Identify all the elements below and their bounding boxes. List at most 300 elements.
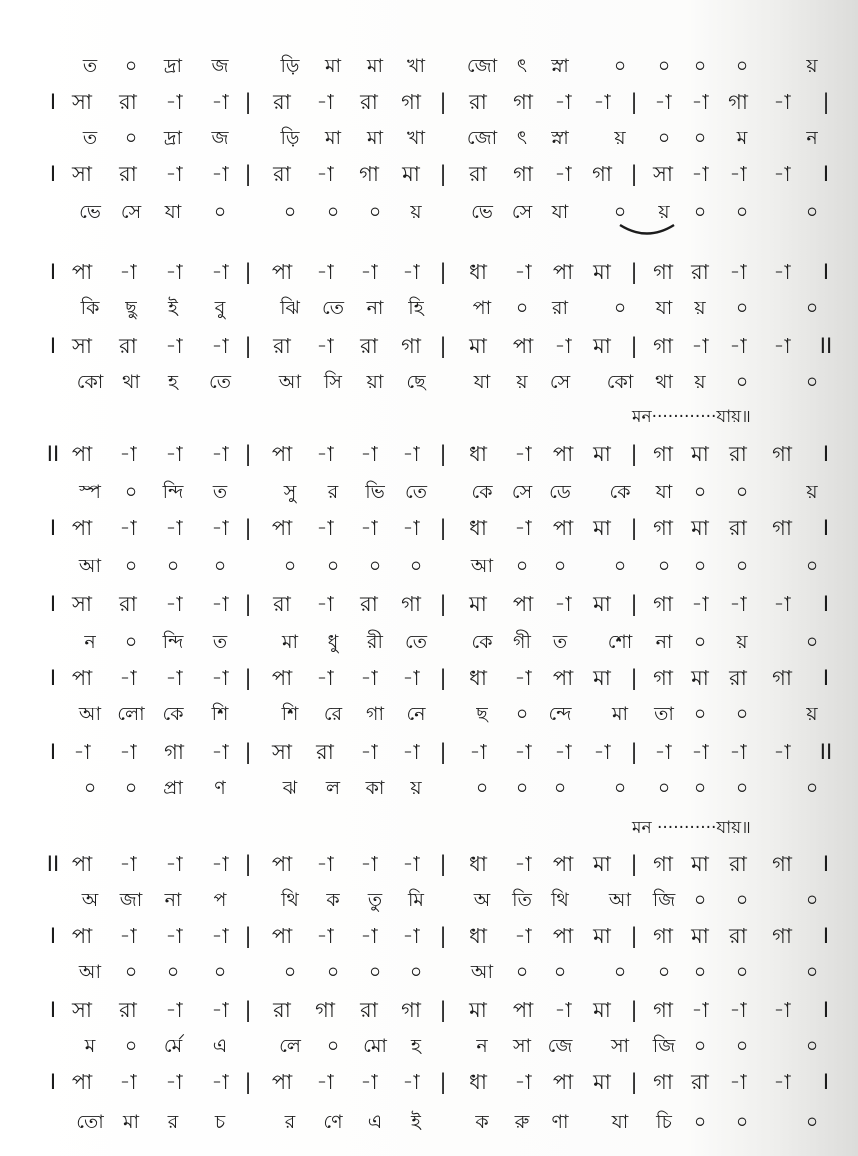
lyric-token: যা bbox=[611, 1111, 629, 1133]
notation-token: -া bbox=[514, 516, 532, 540]
lyric-token: সে bbox=[511, 481, 533, 503]
lyric-token: ০ bbox=[515, 703, 529, 725]
notation-line bbox=[0, 159, 858, 189]
notation-token: | bbox=[244, 740, 252, 764]
lyric-token: ০ bbox=[213, 201, 227, 223]
lyric-token: যা bbox=[551, 201, 569, 223]
lyric-token: জি bbox=[652, 889, 676, 911]
lyric-token: নে bbox=[406, 703, 426, 725]
lyric-token: যা bbox=[473, 371, 491, 393]
lyric-token: রে bbox=[323, 703, 343, 725]
lyric-token: ০ bbox=[213, 555, 227, 577]
notation-token: | bbox=[439, 924, 447, 948]
notation-token: -া bbox=[773, 90, 791, 114]
lyric-token: তি bbox=[512, 889, 532, 911]
notation-token: I bbox=[822, 1070, 830, 1094]
notation-token: I bbox=[822, 260, 830, 284]
lyric-token: তা bbox=[654, 703, 674, 725]
notation-token: I bbox=[49, 334, 57, 358]
notation-token: -া bbox=[360, 740, 378, 764]
lyric-token: ০ bbox=[657, 555, 671, 577]
notation-token: মা bbox=[593, 1070, 611, 1094]
notation-token: | bbox=[244, 334, 252, 358]
lyric-token: প bbox=[213, 889, 227, 911]
notation-token: রা bbox=[729, 442, 747, 466]
notation-token: -া bbox=[514, 924, 532, 948]
lyric-token: ০ bbox=[124, 127, 138, 149]
notation-token: মা bbox=[593, 442, 611, 466]
lyric-token: ড়ি bbox=[280, 55, 300, 77]
notation-token: মা bbox=[691, 852, 709, 876]
lyric-token: ০ bbox=[124, 1035, 138, 1057]
notation-token: -া bbox=[165, 852, 183, 876]
notation-token: পা bbox=[512, 592, 534, 616]
lyric-line bbox=[0, 627, 858, 657]
lyric-token: মি bbox=[408, 889, 424, 911]
notation-token: -া bbox=[316, 592, 334, 616]
lyric-token: না bbox=[164, 889, 182, 911]
lyric-token: জো bbox=[466, 127, 498, 149]
notation-token: -া bbox=[211, 998, 229, 1022]
lyric-token: মা bbox=[281, 631, 299, 653]
notation-token: পা bbox=[552, 260, 574, 284]
notation-token: II bbox=[46, 442, 60, 466]
lyric-token: ০ bbox=[553, 961, 567, 983]
notation-token: পা bbox=[552, 852, 574, 876]
notation-token: | bbox=[244, 442, 252, 466]
lyric-token: তে bbox=[405, 481, 427, 503]
lyric-token: য় bbox=[614, 127, 626, 149]
notation-token: I bbox=[49, 592, 57, 616]
lyric-token: হি bbox=[408, 297, 424, 319]
lyric-token: ০ bbox=[124, 555, 138, 577]
notation-token: -া bbox=[360, 852, 378, 876]
notation-token: গা bbox=[772, 516, 792, 540]
lyric-token: ০ bbox=[693, 889, 707, 911]
lyric-token: ০ bbox=[735, 1111, 749, 1133]
notation-token: -া bbox=[211, 592, 229, 616]
notation-token: -া bbox=[773, 1070, 791, 1094]
notation-token: -া bbox=[165, 998, 183, 1022]
lyric-token: ০ bbox=[693, 55, 707, 77]
notation-token: -া bbox=[316, 924, 334, 948]
notation-token: II bbox=[819, 334, 833, 358]
notation-token: -া bbox=[316, 442, 334, 466]
notation-token: -া bbox=[360, 442, 378, 466]
notation-token: পা bbox=[271, 666, 293, 690]
notation-token: রা bbox=[469, 162, 487, 186]
lyric-token: জ bbox=[211, 55, 229, 77]
ref-line bbox=[0, 813, 858, 843]
notation-token: পা bbox=[552, 666, 574, 690]
lyric-token: ০ bbox=[805, 297, 819, 319]
lyric-token: ০ bbox=[553, 555, 567, 577]
lyric-line bbox=[0, 773, 858, 803]
lyric-token: য় bbox=[806, 481, 818, 503]
notation-line bbox=[0, 849, 858, 879]
notation-token: -া bbox=[316, 1070, 334, 1094]
notation-token: I bbox=[822, 162, 830, 186]
lyric-token: ০ bbox=[735, 55, 749, 77]
ref-line bbox=[0, 402, 858, 432]
notation-token: -া bbox=[119, 516, 137, 540]
lyric-token: না bbox=[366, 297, 384, 319]
lyric-token: ০ bbox=[693, 631, 707, 653]
notation-line bbox=[0, 737, 858, 767]
notation-token: | bbox=[244, 998, 252, 1022]
notation-token: রা bbox=[273, 162, 291, 186]
lyric-token: দ্রা bbox=[163, 127, 183, 149]
notation-line bbox=[0, 921, 858, 951]
notation-token: সা bbox=[653, 162, 673, 186]
lyric-token: র bbox=[167, 1111, 179, 1133]
lyric-token: রা bbox=[552, 297, 568, 319]
lyric-token: ই bbox=[168, 297, 178, 319]
lyric-line bbox=[0, 293, 858, 323]
lyric-token: অ bbox=[473, 889, 491, 911]
lyric-token: ০ bbox=[368, 961, 382, 983]
notation-token: রা bbox=[119, 90, 137, 114]
lyric-token: এ bbox=[367, 1111, 383, 1133]
lyric-token: প্রা bbox=[163, 777, 183, 799]
notation-token: পা bbox=[71, 1070, 93, 1094]
lyric-token: ণা bbox=[551, 1111, 569, 1133]
lyric-token: ০ bbox=[83, 777, 97, 799]
notation-token: -া bbox=[691, 740, 709, 764]
notation-token: -া bbox=[211, 334, 229, 358]
notation-token: রা bbox=[729, 924, 747, 948]
notation-token: I bbox=[822, 442, 830, 466]
notation-token: -া bbox=[360, 666, 378, 690]
notation-token: I bbox=[822, 592, 830, 616]
notation-line bbox=[0, 257, 858, 287]
notation-token: ধা bbox=[469, 442, 487, 466]
notation-token: -া bbox=[165, 260, 183, 284]
notation-token: পা bbox=[71, 666, 93, 690]
notation-token: | bbox=[630, 924, 638, 948]
notation-token: -া bbox=[316, 260, 334, 284]
lyric-token: কে bbox=[162, 703, 184, 725]
lyric-line bbox=[0, 51, 858, 81]
notation-token: -া bbox=[402, 260, 420, 284]
notation-token: | bbox=[244, 852, 252, 876]
lyric-token: ০ bbox=[326, 555, 340, 577]
notation-token: -া bbox=[729, 592, 747, 616]
notation-token: | bbox=[439, 592, 447, 616]
notation-token: -া bbox=[165, 1070, 183, 1094]
notation-token: রা bbox=[273, 998, 291, 1022]
notation-token: -া bbox=[729, 162, 747, 186]
ref-token: মন ···········যায়॥ bbox=[632, 818, 751, 838]
notation-token: গা bbox=[653, 334, 673, 358]
lyric-token: শি bbox=[281, 703, 299, 725]
notation-token: -া bbox=[73, 740, 91, 764]
notation-token: গা bbox=[359, 162, 379, 186]
lyric-token: ন্দি bbox=[162, 481, 184, 503]
lyric-token: জে bbox=[547, 1035, 573, 1057]
lyric-token: ন bbox=[806, 127, 818, 149]
lyric-token: চি bbox=[656, 1111, 672, 1133]
lyric-token: ০ bbox=[657, 127, 671, 149]
notation-token: গা bbox=[401, 90, 421, 114]
lyric-token: আ bbox=[78, 961, 102, 983]
notation-token: মা bbox=[593, 666, 611, 690]
notation-token: -া bbox=[119, 1070, 137, 1094]
lyric-token: পা bbox=[472, 297, 492, 319]
notation-token: -া bbox=[773, 998, 791, 1022]
notation-token: | bbox=[244, 90, 252, 114]
notation-token: | bbox=[439, 260, 447, 284]
notation-token: -া bbox=[165, 442, 183, 466]
lyric-line bbox=[0, 1031, 858, 1061]
lyric-token: যা bbox=[655, 481, 673, 503]
lyric-token: ০ bbox=[693, 703, 707, 725]
notation-token: | bbox=[439, 998, 447, 1022]
notation-token: -া bbox=[773, 740, 791, 764]
notation-token: গা bbox=[728, 90, 748, 114]
notation-token: মা bbox=[469, 592, 487, 616]
notation-token: ধা bbox=[469, 516, 487, 540]
notation-token: -া bbox=[691, 334, 709, 358]
lyric-token: ০ bbox=[693, 1035, 707, 1057]
notation-token: গা bbox=[653, 852, 673, 876]
notation-token: | bbox=[630, 516, 638, 540]
notation-token: রা bbox=[360, 334, 378, 358]
notation-token: I bbox=[822, 924, 830, 948]
lyric-token: তো bbox=[76, 1111, 104, 1133]
lyric-token: ০ bbox=[735, 555, 749, 577]
lyric-token: মা bbox=[324, 55, 342, 77]
lyric-token: ত bbox=[82, 55, 98, 77]
notation-token: মা bbox=[593, 516, 611, 540]
notation-token: -া bbox=[119, 740, 137, 764]
notation-token: পা bbox=[71, 442, 93, 466]
lyric-token: জি bbox=[652, 1035, 676, 1057]
notation-token: -া bbox=[402, 924, 420, 948]
lyric-token: মা bbox=[366, 127, 384, 149]
lyric-token: ০ bbox=[283, 961, 297, 983]
lyric-token: থা bbox=[122, 371, 140, 393]
notation-token: | bbox=[244, 666, 252, 690]
notation-token: পা bbox=[271, 516, 293, 540]
lyric-token: মা bbox=[324, 127, 342, 149]
notation-token: মা bbox=[691, 442, 709, 466]
notation-token: -া bbox=[554, 334, 572, 358]
lyric-token: সে bbox=[511, 201, 533, 223]
lyric-token: আ bbox=[78, 703, 102, 725]
lyric-token: ০ bbox=[613, 55, 627, 77]
lyric-token: এ bbox=[212, 1035, 228, 1057]
lyric-token: ০ bbox=[613, 555, 627, 577]
notation-line bbox=[0, 331, 858, 361]
notation-token: -া bbox=[165, 162, 183, 186]
lyric-line bbox=[0, 197, 858, 227]
notation-line bbox=[0, 1067, 858, 1097]
lyric-token: ০ bbox=[657, 55, 671, 77]
notation-token: গা bbox=[653, 516, 673, 540]
lyric-token: ছে bbox=[406, 371, 426, 393]
lyric-token: খা bbox=[407, 127, 425, 149]
lyric-token: ০ bbox=[553, 777, 567, 799]
notation-token: ধা bbox=[469, 260, 487, 284]
lyric-token: খা bbox=[407, 55, 425, 77]
notation-token: রা bbox=[360, 592, 378, 616]
lyric-token: ০ bbox=[735, 889, 749, 911]
lyric-token: মা bbox=[366, 55, 384, 77]
notation-line bbox=[0, 87, 858, 117]
lyric-token: ঝি bbox=[280, 297, 300, 319]
notation-token: গা bbox=[401, 334, 421, 358]
notation-token: -া bbox=[514, 852, 532, 876]
notation-token: গা bbox=[653, 592, 673, 616]
notation-token: রা bbox=[691, 260, 709, 284]
notation-token: সা bbox=[72, 162, 92, 186]
notation-token: গা bbox=[401, 998, 421, 1022]
lyric-token: ০ bbox=[735, 703, 749, 725]
lyric-token: চ bbox=[214, 1111, 226, 1133]
notation-token: পা bbox=[512, 998, 534, 1022]
notation-token: -া bbox=[119, 666, 137, 690]
lyric-token: তে bbox=[322, 297, 344, 319]
lyric-token: ০ bbox=[693, 777, 707, 799]
lyric-token: য় bbox=[806, 703, 818, 725]
notation-token: II bbox=[819, 740, 833, 764]
notation-token: -া bbox=[654, 90, 672, 114]
notation-token: পা bbox=[71, 852, 93, 876]
lyric-token: র bbox=[284, 1111, 296, 1133]
notation-token: গা bbox=[164, 740, 184, 764]
notation-token: -া bbox=[316, 666, 334, 690]
lyric-token: ০ bbox=[124, 631, 138, 653]
notation-token: I bbox=[49, 162, 57, 186]
notation-token: | bbox=[439, 334, 447, 358]
notation-token: -া bbox=[514, 260, 532, 284]
notation-token: -া bbox=[729, 998, 747, 1022]
notation-token: -া bbox=[773, 592, 791, 616]
lyric-token: র্মে bbox=[163, 1035, 183, 1057]
lyric-token: যা bbox=[655, 297, 673, 319]
notation-token: -া bbox=[554, 740, 572, 764]
notation-token: গা bbox=[513, 162, 533, 186]
notation-token: ধা bbox=[469, 852, 487, 876]
notation-token: পা bbox=[552, 1070, 574, 1094]
lyric-token: ০ bbox=[805, 371, 819, 393]
notation-token: -া bbox=[469, 740, 487, 764]
lyric-token: ০ bbox=[735, 201, 749, 223]
notation-token: -া bbox=[691, 90, 709, 114]
notation-token: রা bbox=[729, 516, 747, 540]
slur-mark bbox=[618, 222, 676, 240]
notation-token: মা bbox=[593, 924, 611, 948]
lyric-token: সু bbox=[283, 481, 297, 503]
lyric-token: ০ bbox=[515, 777, 529, 799]
notation-token: -া bbox=[773, 260, 791, 284]
lyric-token: তে bbox=[405, 631, 427, 653]
lyric-token: ০ bbox=[283, 201, 297, 223]
notation-token: | bbox=[439, 666, 447, 690]
notation-token: -া bbox=[211, 1070, 229, 1094]
lyric-token: রু bbox=[514, 1111, 530, 1133]
notation-token: -া bbox=[165, 592, 183, 616]
lyric-token: য় bbox=[410, 201, 422, 223]
notation-token: গা bbox=[401, 592, 421, 616]
notation-token: -া bbox=[773, 162, 791, 186]
lyric-token: গা bbox=[366, 703, 384, 725]
notation-token: সা bbox=[272, 740, 292, 764]
lyric-token: ০ bbox=[693, 127, 707, 149]
notation-token: ধা bbox=[469, 666, 487, 690]
lyric-token: ০ bbox=[515, 961, 529, 983]
notation-token: গা bbox=[653, 998, 673, 1022]
lyric-token: জো bbox=[466, 55, 498, 77]
lyric-token: ০ bbox=[805, 1111, 819, 1133]
notation-token: -া bbox=[360, 516, 378, 540]
notation-token: গা bbox=[772, 852, 792, 876]
lyric-token: দ্রা bbox=[163, 55, 183, 77]
lyric-token: য় bbox=[694, 371, 706, 393]
notation-token: -া bbox=[593, 740, 611, 764]
notation-token: -া bbox=[316, 162, 334, 186]
notation-token: পা bbox=[71, 260, 93, 284]
lyric-token: ০ bbox=[805, 961, 819, 983]
lyric-token: ০ bbox=[124, 55, 138, 77]
lyric-token: ০ bbox=[409, 961, 423, 983]
lyric-token: ম bbox=[736, 127, 748, 149]
notation-token: -া bbox=[554, 998, 572, 1022]
lyric-token: ত bbox=[82, 127, 98, 149]
lyric-token: কি bbox=[80, 297, 100, 319]
notation-token: -া bbox=[554, 592, 572, 616]
lyric-token: য় bbox=[736, 631, 748, 653]
notation-token: পা bbox=[271, 1070, 293, 1094]
notation-token: -া bbox=[514, 1070, 532, 1094]
lyric-token: মো bbox=[363, 1035, 387, 1057]
notation-token: রা bbox=[316, 740, 334, 764]
lyric-token: ণে bbox=[323, 1111, 343, 1133]
lyric-token: থি bbox=[551, 889, 569, 911]
lyric-token: ন bbox=[84, 631, 96, 653]
notation-token: রা bbox=[360, 90, 378, 114]
lyric-token: ০ bbox=[735, 1035, 749, 1057]
notation-token: -া bbox=[119, 852, 137, 876]
notation-token: পা bbox=[512, 334, 534, 358]
notation-token: রা bbox=[119, 998, 137, 1022]
notation-token: -া bbox=[360, 1070, 378, 1094]
notation-token: গা bbox=[653, 1070, 673, 1094]
notation-token: পা bbox=[271, 442, 293, 466]
notation-token: | bbox=[439, 852, 447, 876]
lyric-token: কে bbox=[609, 481, 631, 503]
notation-line bbox=[0, 995, 858, 1025]
notation-token: -া bbox=[729, 740, 747, 764]
lyric-line bbox=[0, 551, 858, 581]
lyric-token: ভে bbox=[471, 201, 493, 223]
notation-token: | bbox=[244, 1070, 252, 1094]
lyric-token: ০ bbox=[166, 555, 180, 577]
notation-token: I bbox=[49, 1070, 57, 1094]
lyric-token: ০ bbox=[515, 297, 529, 319]
notation-token: I bbox=[49, 740, 57, 764]
notation-token: -া bbox=[554, 162, 572, 186]
lyric-token: ০ bbox=[124, 481, 138, 503]
notation-token: মা bbox=[469, 998, 487, 1022]
notation-token: গা bbox=[772, 666, 792, 690]
notation-token: রা bbox=[273, 334, 291, 358]
notation-token: -া bbox=[316, 852, 334, 876]
lyric-token: ০ bbox=[166, 961, 180, 983]
lyric-token: ০ bbox=[805, 1035, 819, 1057]
notation-token: সা bbox=[72, 592, 92, 616]
